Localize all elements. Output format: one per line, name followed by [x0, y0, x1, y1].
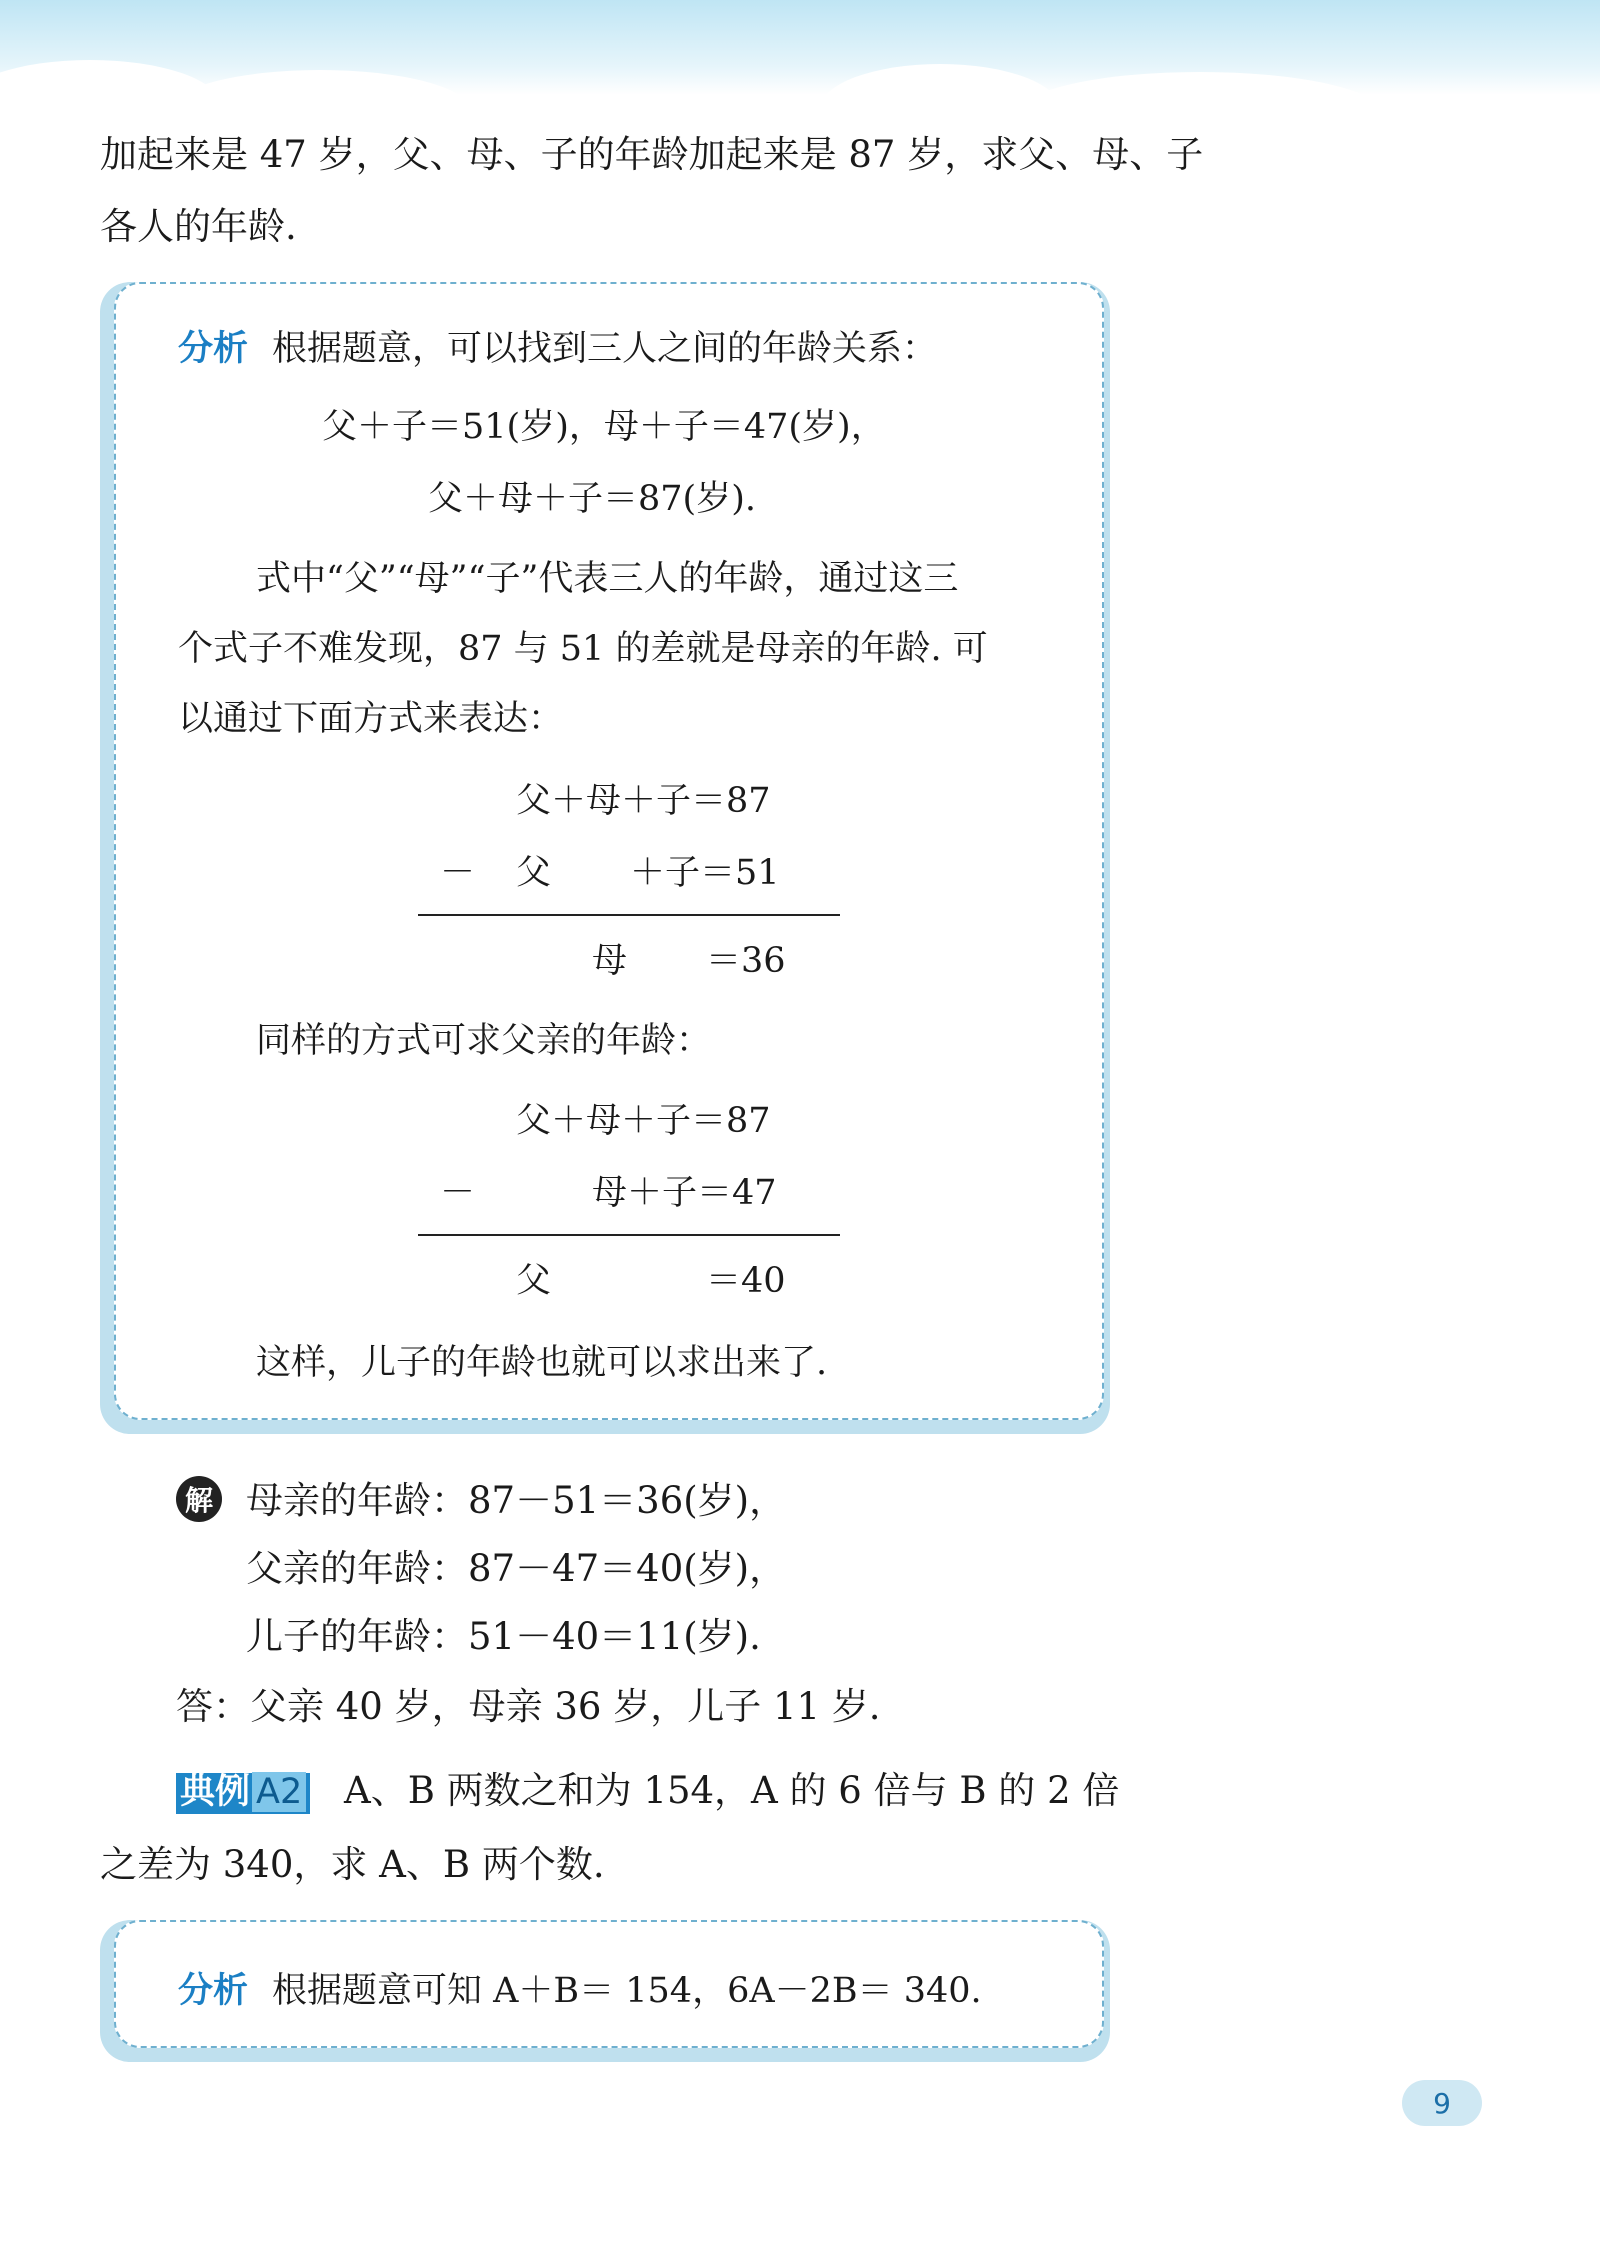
analysis-mid-text: 同样的方式可求父亲的年龄：	[256, 1021, 712, 1061]
analysis2-text: 根据题意可知 A＋B＝ 154，6A－2B＝ 340.	[272, 1971, 982, 2011]
analysis-para-1: 式中“父”“母”“子”代表三人的年龄，通过这三	[256, 559, 959, 599]
calc1-row2-a: 父	[516, 853, 552, 893]
solution-line-1: 母亲的年龄：87－51＝36(岁)，	[246, 1479, 787, 1522]
calc1-row2-b: ＋子＝51	[630, 853, 780, 893]
solution-line-2: 父亲的年龄：87－47＝40(岁)，	[246, 1547, 787, 1590]
answer-line: 答：父亲 40 岁，母亲 36 岁，儿子 11 岁.	[176, 1685, 881, 1728]
calc1-divider	[418, 914, 840, 916]
calc1-result-name: 母	[592, 941, 628, 981]
example-a2-text-1: A、B 两数之和为 154，A 的 6 倍与 B 的 2 倍	[344, 1769, 1120, 1812]
calc1-row1: 父＋母＋子＝87	[516, 781, 771, 821]
intro-line-2: 各人的年龄.	[100, 205, 297, 248]
header-band	[0, 0, 1600, 95]
solution-line-3: 儿子的年龄：51－40＝11(岁).	[246, 1615, 761, 1658]
calc2-minus: －	[440, 1173, 476, 1213]
analysis-end-text: 这样，儿子的年龄也就可以求出来了.	[256, 1343, 828, 1383]
page-number: 9	[1402, 2080, 1482, 2126]
example-a2-line-2: 之差为 340，求 A、B 两个数.	[100, 1843, 605, 1886]
analysis2-line	[178, 1971, 982, 2011]
calc2-row1: 父＋母＋子＝87	[516, 1101, 771, 1141]
calc2-divider	[418, 1234, 840, 1236]
relation-eq-1: 父＋子＝51(岁)，母＋子＝47(岁)，	[322, 407, 886, 447]
analysis2-label: 分析	[178, 1971, 249, 2011]
analysis-lead-text: 根据题意，可以找到三人之间的年龄关系：	[272, 329, 938, 369]
analysis-panel-1	[100, 282, 1110, 1434]
solution-icon: 解	[176, 1476, 222, 1522]
example-tag	[176, 1773, 310, 1814]
example-tag-label: 典例	[180, 1772, 251, 1812]
example-a2-line-1	[176, 1769, 1120, 1814]
calc2-result-name: 父	[516, 1261, 552, 1301]
analysis-para-2: 个式子不难发现，87 与 51 的差就是母亲的年龄. 可	[178, 629, 988, 669]
analysis-lead-line	[178, 329, 938, 369]
calc1-minus: －	[440, 853, 476, 893]
analysis-label: 分析	[178, 329, 249, 369]
calc1-result-value: ＝36	[706, 941, 786, 981]
calc2-result-value: ＝40	[706, 1261, 786, 1301]
example-tag-number: A2	[252, 1772, 306, 1812]
analysis-para-3: 以通过下面方式来表达：	[178, 699, 564, 739]
intro-line-1: 加起来是 47 岁，父、母、子的年龄加起来是 87 岁，求父、母、子	[100, 133, 1204, 176]
relation-eq-2: 父＋母＋子＝87(岁).	[428, 479, 756, 519]
calc2-row2: 母＋子＝47	[592, 1173, 777, 1213]
